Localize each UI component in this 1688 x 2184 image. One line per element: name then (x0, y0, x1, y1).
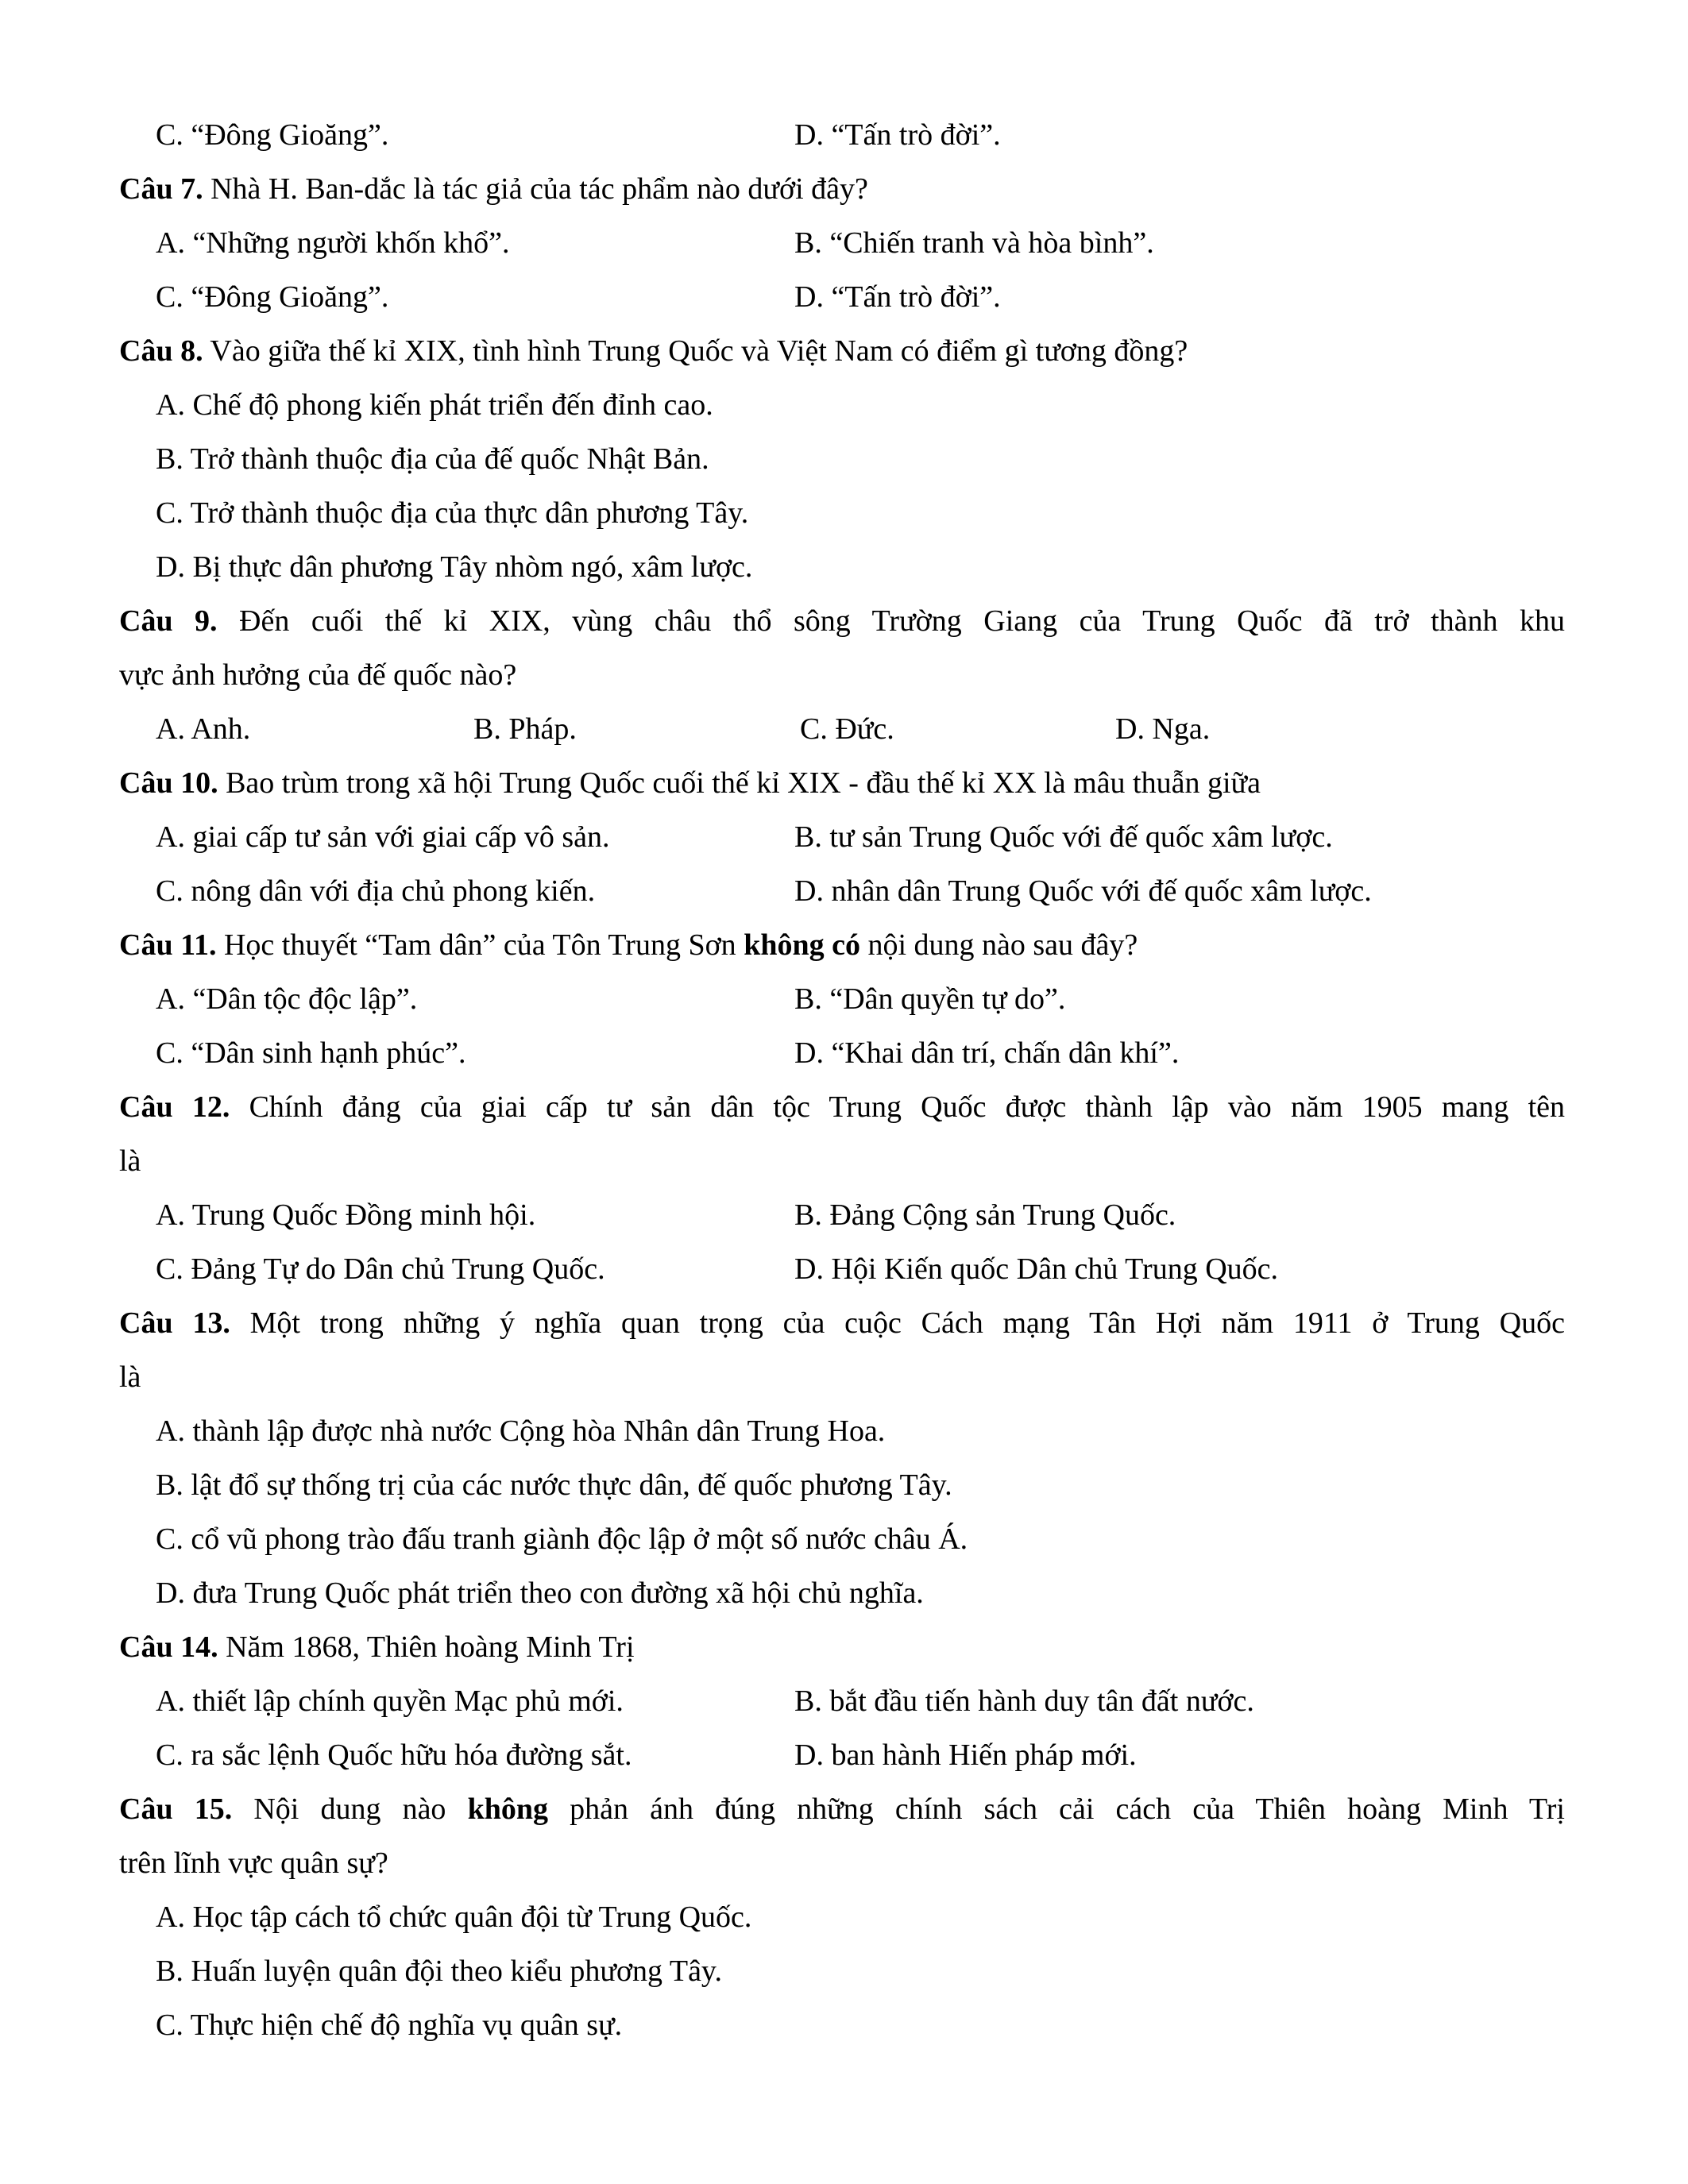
question-8-option-c-row (119, 486, 1565, 540)
question-15-bold-text: không (467, 1792, 548, 1826)
question-7-line (119, 162, 1565, 216)
question-13-line2 (119, 1350, 1565, 1404)
option-c: C. “Đông Gioăng”. (156, 118, 389, 152)
option-c: C. Đảng Tự do Dân chủ Trung Quốc. (156, 1252, 605, 1286)
option-d: D. đưa Trung Quốc phát triển theo con đường xã hội chủ nghĩa. (156, 1576, 924, 1610)
question-14-line (119, 1620, 1565, 1674)
question-12-options-ab (119, 1188, 1565, 1242)
option-d: D. ban hành Hiến pháp mới. (794, 1738, 1137, 1772)
question-15-option-b-row (119, 1944, 1565, 1998)
question-11-label: Câu 11. (119, 928, 217, 962)
question-8-option-b-row (119, 432, 1565, 486)
option-b: B. bắt đầu tiến hành duy tân đất nước. (794, 1684, 1254, 1718)
question-15-text-post: phản ánh đúng những chính sách cải cách của Thiên hoàng Minh Trị (547, 1792, 1565, 1826)
question-15-line2 (119, 1836, 1565, 1890)
option-d: D. Hội Kiến quốc Dân chủ Trung Quốc. (794, 1252, 1279, 1286)
question-15-label: Câu 15. (119, 1792, 233, 1826)
question-15-line1 (119, 1782, 1565, 1836)
option-b: B. Pháp. (473, 712, 577, 746)
option-d: D. nhân dân Trung Quốc với đế quốc xâm lược. (794, 874, 1372, 908)
question-15-text-continued: trên lĩnh vực quân sự? (119, 1846, 388, 1880)
question-10-line (119, 756, 1565, 810)
question-7-options-ab (119, 216, 1565, 270)
option-c: C. “Dân sinh hạnh phúc”. (156, 1036, 466, 1070)
question-13-option-d-row (119, 1566, 1565, 1620)
question-8-option-d-row (119, 540, 1565, 594)
question-7-label: Câu 7. (119, 172, 203, 206)
option-b: B. lật đổ sự thống trị của các nước thực dân, đế quốc phương Tây. (156, 1468, 952, 1502)
option-b: B. Huấn luyện quân đội theo kiểu phương Tây. (156, 1954, 722, 1988)
option-d: D. Nga. (1115, 712, 1211, 746)
question-9-text-continued: vực ảnh hưởng của đế quốc nào? (119, 658, 517, 692)
question-10-label: Câu 10. (119, 766, 218, 800)
option-b: B. “Dân quyền tự do”. (794, 982, 1066, 1016)
question-12-text: Chính đảng của giai cấp tư sản dân tộc Trung Quốc được thành lập vào năm 1905 mang tên (230, 1090, 1565, 1124)
question-14-text: Năm 1868, Thiên hoàng Minh Trị (218, 1630, 635, 1664)
option-a: A. Trung Quốc Đồng minh hội. (156, 1198, 536, 1232)
question-8-label: Câu 8. (119, 334, 203, 368)
question-8-text: Vào giữa thế kỉ XIX, tình hình Trung Quốc và Việt Nam có điểm gì tương đồng? (203, 334, 1188, 368)
question-7-text: Nhà H. Ban-dắc là tác giả của tác phẩm nào dưới đây? (203, 172, 868, 206)
question-14-options-ab (119, 1674, 1565, 1728)
option-d: D. Bị thực dân phương Tây nhòm ngó, xâm lược. (156, 550, 753, 584)
option-d: D. “Tấn trò đời”. (794, 280, 1001, 314)
question-9-line1 (119, 594, 1565, 648)
question-13-text-continued: là (119, 1360, 141, 1394)
question-12-label: Câu 12. (119, 1090, 230, 1124)
question-15-text-pre: Nội dung nào (232, 1792, 468, 1826)
question-13-line1 (119, 1296, 1565, 1350)
question-12-line2 (119, 1134, 1565, 1188)
question-11-line (119, 918, 1565, 972)
question-9-text: Đến cuối thế kỉ XIX, vùng châu thổ sông Trường Giang của Trung Quốc đã trở thành khu (217, 604, 1565, 638)
question-13-label: Câu 13. (119, 1306, 230, 1340)
option-b: B. Trở thành thuộc địa của đế quốc Nhật Bản. (156, 442, 709, 476)
question-13-option-c-row (119, 1512, 1565, 1566)
option-a: A. thiết lập chính quyền Mạc phủ mới. (156, 1684, 624, 1718)
question-13-option-b-row (119, 1458, 1565, 1512)
question-11-options-ab (119, 972, 1565, 1026)
question-9-line2 (119, 648, 1565, 702)
question-13-option-a-row (119, 1404, 1565, 1458)
question-11-text-pre: Học thuyết “Tam dân” của Tôn Trung Sơn (216, 928, 744, 962)
option-c: C. Thực hiện chế độ nghĩa vụ quân sự. (156, 2008, 623, 2042)
question-9-options-abcd (119, 702, 1565, 756)
question-13-text: Một trong những ý nghĩa quan trọng của cuộc Cách mạng Tân Hợi năm 1911 ở Trung Quốc (230, 1306, 1565, 1340)
question-15-option-c-row (119, 1998, 1565, 2052)
question-14-options-cd (119, 1728, 1565, 1782)
question-11-text-post: nội dung nào sau đây? (859, 928, 1138, 962)
question-15-option-a-row (119, 1890, 1565, 1944)
option-b: B. tư sản Trung Quốc với đế quốc xâm lược. (794, 820, 1333, 854)
option-c: C. ra sắc lệnh Quốc hữu hóa đường sắt. (156, 1738, 632, 1772)
question-7-options-cd (119, 270, 1565, 324)
option-c: C. nông dân với địa chủ phong kiến. (156, 874, 596, 908)
option-a: A. giai cấp tư sản với giai cấp vô sản. (156, 820, 610, 854)
option-d: D. “Tấn trò đời”. (794, 118, 1001, 152)
option-d: D. “Khai dân trí, chấn dân khí”. (794, 1036, 1180, 1070)
option-c: C. cổ vũ phong trào đấu tranh giành độc lập ở một số nước châu Á. (156, 1522, 968, 1556)
question-8-option-a-row (119, 378, 1565, 432)
question-8-line (119, 324, 1565, 378)
question-9-label: Câu 9. (119, 604, 218, 638)
option-c: C. Trở thành thuộc địa của thực dân phương Tây. (156, 496, 749, 530)
option-c: C. Đức. (800, 712, 894, 746)
option-b: B. Đảng Cộng sản Trung Quốc. (794, 1198, 1176, 1232)
option-b: B. “Chiến tranh và hòa bình”. (794, 226, 1154, 260)
option-a: A. thành lập được nhà nước Cộng hòa Nhân dân Trung Hoa. (156, 1414, 886, 1448)
option-a: A. “Dân tộc độc lập”. (156, 982, 418, 1016)
option-a: A. Chế độ phong kiến phát triển đến đỉnh cao. (156, 388, 713, 422)
question-10-options-ab (119, 810, 1565, 864)
question-11-options-cd (119, 1026, 1565, 1080)
question-10-options-cd (119, 864, 1565, 918)
question-10-text: Bao trùm trong xã hội Trung Quốc cuối thế kỉ XIX - đầu thế kỉ XX là mâu thuẫn giữa (218, 766, 1261, 800)
leading-options-row (119, 108, 1565, 162)
option-a: A. Học tập cách tổ chức quân đội từ Trung Quốc. (156, 1900, 752, 1934)
question-12-text-continued: là (119, 1144, 141, 1178)
question-12-line1 (119, 1080, 1565, 1134)
question-14-label: Câu 14. (119, 1630, 218, 1664)
question-11-bold-text: không có (744, 928, 860, 962)
question-12-options-cd (119, 1242, 1565, 1296)
option-c: C. “Đông Gioăng”. (156, 280, 389, 314)
option-a: A. “Những người khốn khổ”. (156, 226, 510, 260)
option-a: A. Anh. (156, 712, 251, 746)
